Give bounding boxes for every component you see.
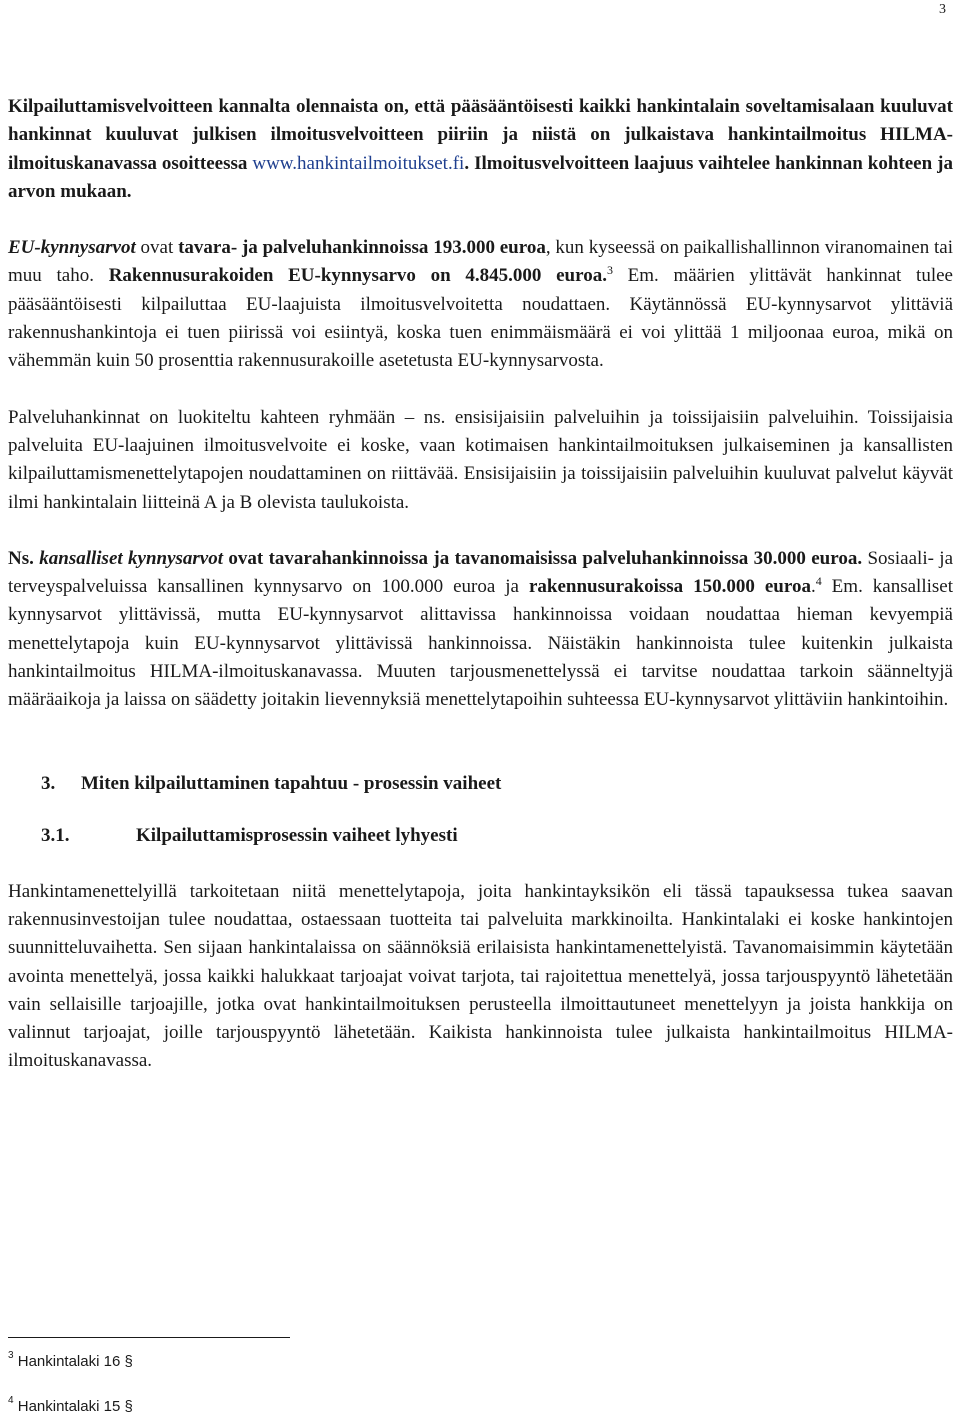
- footnote-3: [8, 1350, 133, 1370]
- footnote-number: 3: [8, 1350, 14, 1361]
- footnote-reference-4[interactable]: 4: [815, 574, 822, 589]
- section-number: 3.1.: [41, 824, 70, 846]
- section-number: 3.: [41, 772, 56, 794]
- paragraph-bold-text: . Ilmoitusvelvoitteen laajuus vaihtelee hankinnan kohteen ja arvon mukaan.: [8, 152, 953, 202]
- paragraph-national-thresholds: Ns. kansalliset kynnysarvot ovat tavarahankinnoissa ja tavanomaisissa palveluhankinnoissa 30.000 euroa. Sosiaali- ja terveyspalveluissa kansallinen kynnysarvo on 100.000 euroa ja rakennusurakoissa 150.000 euroa.$^4$ Em. kansalliset kynnysarvot ylittävissä, mutta EU-kynnysarvot alittavissa hankinnoissa voidaan noudattaa hieman kevyempiä menettelytapoja kuin EU-kynnysarvot ylittävissä hankinnoissa. Näistäkin hankinnoista tulee kuitenkin julkaista hankintailmoitus HILMA-ilmoituskanavassa. Muuten tarjousmenettelyssä ei tarvitse noudattaa tarkoin säänneltyjä määräaikoja ja laissa on säädetty joitakin lievennyksiä menettelytapoihin suhteessa EU-kynnysarvot ylittäviin hankintoihin.: [8, 547, 954, 711]
- paragraph-procurement-procedures: Hankintamenettelyillä tarkoitetaan niitä menettelytapoja, joita hankintayksikön eli tässä tapauksessa tukea saavan rakennusinvestoijan tulee noudattaa, ostaessaan tuotteita tai palveluita markkinoilta. Hankintalaki ei koske hankintojen suunnitteluvaihetta. Sen sijaan hankintalaissa on säännöksiä erilaisista hankintamenettelyistä. Tavanomaisimmin käytetään avointa menettelyä, jossa kaikki halukkaat tarjoajat voivat tarjota, tai rajoitettua menettelyä, jossa tarjouspyyntö lähetetään vain sellaisille tarjoajille, jotka ovat hankintailmoituksen perusteella ilmoittautuneet menettelyyn ja joista hankkija on valinnut tarjoajat, joille tarjouspyyntö lähetetään. Kaikista hankinnoista tulee julkaista hankintailmoitus HILMA-ilmoituskanavassa.: [8, 880, 953, 1072]
- page-number: 3: [939, 2, 946, 17]
- term-national-thresholds: kansalliset kynnysarvot: [39, 547, 224, 569]
- footnote-reference-3[interactable]: 3: [606, 263, 613, 278]
- term-eu-thresholds: EU-kynnysarvot: [8, 237, 136, 259]
- footnote-number: 4: [8, 1395, 14, 1406]
- hilma-website-link[interactable]: www.hankintailmoitukset.fi: [252, 152, 465, 174]
- section-heading-3-1: [8, 822, 953, 850]
- section-title: Miten kilpailuttaminen tapahtuu - prosessin vaiheet: [81, 772, 502, 794]
- document-body: [8, 93, 953, 1076]
- section-heading-3: [8, 770, 953, 798]
- paragraph-eu-thresholds: EU-kynnysarvot ovat tavara- ja palveluhankinnoissa 193.000 euroa, kun kyseessä on paikallishallinnon viranomainen tai muu taho. Rakennusurakoiden EU-kynnysarvo on 4.845.000 euroa.$^3$ Em. määrien ylittävät hankinnat tulee pääsääntöisesti kilpailuttaa EU-laajuista ilmoitusvelvoitetta noudattaen. Käytännössä EU-kynnysarvot ylittäviä rakennushankintoja ei tuen piirissä voi esiintyä, koska tuen enimmäismäärä ei voi ylittää 1 miljoonaa euroa, mikä on vähemmän kuin 50 prosenttia rakennusurakoille asetetusta EU-kynnysarvosta.: [8, 237, 953, 372]
- footnote-4: [8, 1395, 133, 1415]
- paragraph-bold-text: Kilpailuttamisvelvoitteen kannalta olennaista on, että pääsääntöisesti kaikki hankintalain soveltamisalaan kuuluvat hankinnat kuuluvat julkisen ilmoitusvelvoitteen piiriin ja niistä on julkaistava hankintailmoitus HILMA-ilmoituskanavassa osoitteessa: [8, 96, 953, 174]
- footnote-separator: [8, 1337, 290, 1338]
- footnote-text: Hankintalaki 16 §: [17, 1353, 133, 1370]
- section-title: Kilpailuttamisprosessin vaiheet lyhyesti: [136, 824, 458, 846]
- paragraph-service-classification: Palveluhankinnat on luokiteltu kahteen ryhmään – ns. ensisijaisiin palveluihin ja toissijaisiin palveluihin. Toissijaisia palveluita EU-laajuinen ilmoitusvelvoite ei koske, vaan kotimaisen hankintailmoituksen julkaiseminen ja kansallisten kilpailuttamismenettelytapojen noudattaminen on riittävää. Ensisijaisiin ja toissijaisiin palveluihin kuuluvat palvelut käyvät ilmi hankintalain liitteinä A ja B olevista taulukoista.: [8, 406, 953, 513]
- footnote-text: Hankintalaki 15 §: [17, 1398, 133, 1415]
- paragraph-notification-obligation: [8, 93, 953, 206]
